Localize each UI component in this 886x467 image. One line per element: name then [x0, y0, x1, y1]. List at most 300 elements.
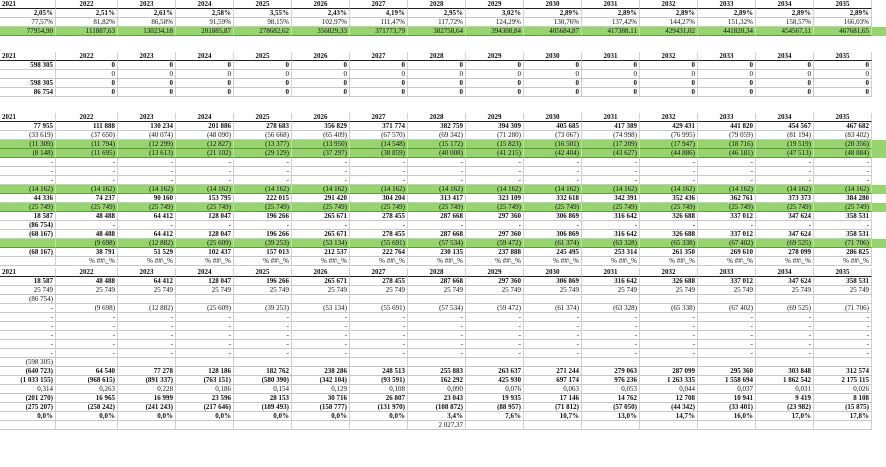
table-cell[interactable]: - [466, 167, 524, 176]
table-cell[interactable]: (14 548) [350, 140, 408, 149]
table-cell[interactable]: % ##\_% [466, 257, 524, 266]
table-cell[interactable]: 265 671 [292, 230, 350, 239]
table-cell[interactable]: 278682,62 [234, 27, 292, 36]
table-cell[interactable] [582, 358, 640, 367]
table-cell[interactable] [698, 358, 756, 367]
table-cell[interactable] [0, 421, 56, 430]
table-cell[interactable]: - [698, 167, 756, 176]
table-cell[interactable]: 278 455 [350, 277, 408, 286]
year-header-cell[interactable]: 2022 [56, 268, 118, 277]
table-cell[interactable]: 356829,33 [292, 27, 350, 36]
table-cell[interactable]: (37 650) [56, 131, 118, 140]
table-cell[interactable]: 2,95% [408, 9, 466, 18]
table-cell[interactable] [350, 295, 408, 304]
table-cell[interactable]: - [756, 340, 814, 349]
table-cell[interactable]: - [640, 158, 698, 167]
table-cell[interactable]: (25 749) [0, 203, 56, 212]
table-cell[interactable]: 25 749 [234, 286, 292, 295]
table-cell[interactable]: (55 691) [350, 304, 408, 313]
table-cell[interactable]: (61 374) [524, 239, 582, 248]
table-cell[interactable]: (13 377) [234, 140, 292, 149]
table-cell[interactable]: 0 [814, 88, 872, 97]
table-cell[interactable]: (88 957) [466, 403, 524, 412]
table-cell[interactable]: (56 668) [234, 131, 292, 140]
table-cell[interactable]: (14 162) [582, 185, 640, 194]
table-cell[interactable]: 245 495 [524, 248, 582, 257]
table-cell[interactable]: - [408, 322, 466, 331]
year-header-cell[interactable]: 2031 [582, 268, 640, 277]
table-cell[interactable]: - [56, 340, 118, 349]
table-cell[interactable]: 196 266 [234, 230, 292, 239]
table-cell[interactable]: 0 [176, 70, 234, 79]
year-header-cell[interactable]: 2033 [698, 268, 756, 277]
table-cell[interactable]: 14,7% [640, 412, 698, 421]
year-header-cell[interactable]: 2026 [292, 268, 350, 277]
table-cell[interactable]: 16 965 [56, 394, 118, 403]
table-cell[interactable]: 269 610 [698, 248, 756, 257]
table-cell[interactable]: 0 [292, 88, 350, 97]
table-cell[interactable]: - [118, 167, 176, 176]
table-cell[interactable]: - [698, 158, 756, 167]
table-cell[interactable]: % ##\_% [292, 257, 350, 266]
table-cell[interactable]: 19 935 [466, 394, 524, 403]
table-cell[interactable]: (65 338) [640, 304, 698, 313]
table-cell[interactable]: 0,0% [176, 412, 234, 421]
table-cell[interactable]: 0,129 [292, 385, 350, 394]
table-cell[interactable]: (12 299) [118, 140, 176, 149]
table-cell[interactable]: 279 063 [582, 367, 640, 376]
table-cell[interactable]: - [234, 158, 292, 167]
table-cell[interactable]: (108 872) [408, 403, 466, 412]
table-cell[interactable]: 0 [408, 61, 466, 70]
table-cell[interactable]: - [56, 349, 118, 358]
year-header-cell[interactable]: 2028 [408, 52, 466, 61]
table-cell[interactable]: (25 749) [350, 203, 408, 212]
table-cell[interactable]: (25 749) [118, 203, 176, 212]
table-cell[interactable]: - [292, 340, 350, 349]
table-cell[interactable]: 44 336 [0, 194, 56, 203]
table-cell[interactable]: - [466, 322, 524, 331]
table-cell[interactable] [56, 421, 118, 430]
year-header-cell[interactable]: 2024 [176, 52, 234, 61]
table-cell[interactable]: - [350, 331, 408, 340]
table-cell[interactable]: 278 455 [350, 212, 408, 221]
table-cell[interactable]: - [408, 340, 466, 349]
table-cell[interactable]: 0 [698, 88, 756, 97]
table-cell[interactable]: 405 685 [524, 122, 582, 131]
table-cell[interactable] [814, 295, 872, 304]
table-cell[interactable]: - [176, 313, 234, 322]
table-cell[interactable]: - [0, 349, 56, 358]
table-cell[interactable]: - [466, 158, 524, 167]
table-cell[interactable]: 287 668 [408, 277, 466, 286]
table-cell[interactable]: 1 862 542 [756, 376, 814, 385]
table-cell[interactable] [350, 421, 408, 430]
table-cell[interactable]: 337 012 [698, 212, 756, 221]
table-cell[interactable]: - [118, 331, 176, 340]
table-cell[interactable]: (12 882) [118, 304, 176, 313]
table-cell[interactable]: 0 [56, 61, 118, 70]
table-cell[interactable]: 91,59% [176, 18, 234, 27]
table-cell[interactable]: 441820,34 [698, 27, 756, 36]
table-cell[interactable]: 77,57% [0, 18, 56, 27]
table-cell[interactable]: (14 162) [350, 185, 408, 194]
table-cell[interactable]: 467681,65 [814, 27, 872, 36]
table-cell[interactable]: 237 888 [466, 248, 524, 257]
table-cell[interactable]: - [814, 349, 872, 358]
table-cell[interactable]: 25 749 [56, 286, 118, 295]
table-cell[interactable]: 347 624 [756, 277, 814, 286]
table-cell[interactable]: (57 534) [408, 304, 466, 313]
table-cell[interactable]: - [814, 167, 872, 176]
table-cell[interactable]: - [640, 340, 698, 349]
table-cell[interactable]: (14 162) [524, 185, 582, 194]
year-header-cell[interactable]: 2021 [0, 113, 56, 122]
table-cell[interactable]: - [582, 322, 640, 331]
table-cell[interactable]: (14 162) [756, 185, 814, 194]
table-cell[interactable]: (25 749) [640, 203, 698, 212]
table-cell[interactable]: (217 646) [176, 403, 234, 412]
table-cell[interactable]: - [0, 331, 56, 340]
table-cell[interactable]: 7,6% [466, 412, 524, 421]
table-cell[interactable]: - [756, 158, 814, 167]
table-cell[interactable]: 2,89% [756, 9, 814, 18]
table-cell[interactable] [292, 295, 350, 304]
table-cell[interactable] [756, 358, 814, 367]
table-cell[interactable]: - [408, 349, 466, 358]
year-header-cell[interactable]: 2035 [814, 268, 872, 277]
table-cell[interactable]: 130,76% [524, 18, 582, 27]
table-cell[interactable]: 182 762 [234, 367, 292, 376]
table-cell[interactable]: (25 749) [408, 203, 466, 212]
table-cell[interactable]: (37 297) [292, 149, 350, 158]
table-cell[interactable] [408, 295, 466, 304]
year-header-cell[interactable]: 2029 [466, 268, 524, 277]
table-cell[interactable]: (14 162) [176, 185, 234, 194]
table-cell[interactable]: 2,89% [582, 9, 640, 18]
table-cell[interactable]: 2,61% [118, 9, 176, 18]
table-cell[interactable]: (11 309) [0, 140, 56, 149]
table-cell[interactable]: - [698, 340, 756, 349]
table-cell[interactable] [234, 295, 292, 304]
table-cell[interactable]: 0 [408, 79, 466, 88]
table-cell[interactable]: 162 292 [408, 376, 466, 385]
table-cell[interactable] [640, 421, 698, 430]
table-cell[interactable]: % ##\_% [176, 257, 234, 266]
table-cell[interactable]: - [814, 176, 872, 185]
table-cell[interactable]: (65 409) [292, 131, 350, 140]
table-cell[interactable]: (25 749) [292, 203, 350, 212]
table-cell[interactable]: 0 [176, 79, 234, 88]
table-cell[interactable]: (25 749) [56, 203, 118, 212]
table-cell[interactable]: - [524, 331, 582, 340]
table-cell[interactable]: 0 [234, 70, 292, 79]
table-cell[interactable]: (14 162) [640, 185, 698, 194]
table-cell[interactable]: 278 099 [756, 248, 814, 257]
year-header-cell[interactable]: 2030 [524, 0, 582, 9]
table-cell[interactable]: 2,43% [292, 9, 350, 18]
table-cell[interactable]: 358 531 [814, 212, 872, 221]
table-cell[interactable]: - [292, 313, 350, 322]
year-header-cell[interactable]: 2022 [56, 0, 118, 9]
table-cell[interactable]: - [234, 313, 292, 322]
table-cell[interactable]: (71 706) [814, 304, 872, 313]
table-cell[interactable]: 28 153 [234, 394, 292, 403]
table-cell[interactable]: - [756, 176, 814, 185]
table-cell[interactable]: (63 328) [582, 304, 640, 313]
year-header-cell[interactable]: 2034 [756, 0, 814, 9]
table-cell[interactable] [0, 257, 56, 266]
table-cell[interactable]: 362 761 [698, 194, 756, 203]
table-cell[interactable]: - [0, 304, 56, 313]
table-cell[interactable]: 23 596 [176, 394, 234, 403]
table-cell[interactable]: - [756, 313, 814, 322]
table-cell[interactable]: 0 [118, 61, 176, 70]
table-cell[interactable]: (23 982) [756, 403, 814, 412]
table-cell[interactable]: 86 754 [0, 88, 56, 97]
table-cell[interactable]: 0 [408, 88, 466, 97]
table-cell[interactable]: 0 [640, 61, 698, 70]
table-cell[interactable]: 18 587 [0, 212, 56, 221]
table-cell[interactable]: 312 574 [814, 367, 872, 376]
table-cell[interactable]: (21 102) [176, 149, 234, 158]
table-cell[interactable]: 0,0% [0, 412, 56, 421]
table-cell[interactable]: 306 869 [524, 230, 582, 239]
table-cell[interactable]: 326 688 [640, 212, 698, 221]
table-cell[interactable]: - [524, 176, 582, 185]
table-cell[interactable]: 0 [814, 61, 872, 70]
table-cell[interactable]: - [350, 313, 408, 322]
table-cell[interactable]: 0,0% [234, 412, 292, 421]
table-cell[interactable]: 25 749 [466, 286, 524, 295]
table-cell[interactable] [466, 421, 524, 430]
year-header-cell[interactable]: 2029 [466, 52, 524, 61]
table-cell[interactable]: (39 253) [234, 304, 292, 313]
table-cell[interactable]: 25 749 [408, 286, 466, 295]
table-cell[interactable]: 128 047 [176, 230, 234, 239]
table-cell[interactable]: - [0, 167, 56, 176]
table-cell[interactable]: 337 012 [698, 277, 756, 286]
table-cell[interactable]: - [176, 221, 234, 230]
table-cell[interactable]: 4,19% [350, 9, 408, 18]
table-cell[interactable]: 0 [350, 79, 408, 88]
table-cell[interactable]: 356 829 [292, 122, 350, 131]
table-cell[interactable]: 326 688 [640, 277, 698, 286]
table-cell[interactable]: 394308,84 [466, 27, 524, 36]
table-cell[interactable]: 0 [524, 79, 582, 88]
table-cell[interactable]: 222 015 [234, 194, 292, 203]
table-cell[interactable]: (15 823) [466, 140, 524, 149]
table-cell[interactable]: 0,063 [524, 385, 582, 394]
year-header-cell[interactable]: 2031 [582, 113, 640, 122]
table-cell[interactable]: 158,57% [756, 18, 814, 27]
table-cell[interactable]: - [466, 221, 524, 230]
table-cell[interactable]: 0 [640, 70, 698, 79]
table-cell[interactable]: 0 [56, 88, 118, 97]
year-header-cell[interactable]: 2032 [640, 52, 698, 61]
year-header-cell[interactable]: 2034 [756, 268, 814, 277]
table-cell[interactable]: 0 [118, 79, 176, 88]
year-header-cell[interactable]: 2028 [408, 0, 466, 9]
table-cell[interactable]: (74 998) [582, 131, 640, 140]
table-cell[interactable]: 0 [698, 61, 756, 70]
table-cell[interactable]: (275 207) [0, 403, 56, 412]
table-cell[interactable]: (15 172) [408, 140, 466, 149]
table-cell[interactable]: 0,314 [0, 385, 56, 394]
table-cell[interactable]: - [582, 221, 640, 230]
table-cell[interactable]: 0,186 [176, 385, 234, 394]
table-cell[interactable]: 98,15% [234, 18, 292, 27]
table-cell[interactable] [292, 421, 350, 430]
table-cell[interactable] [756, 421, 814, 430]
table-cell[interactable]: (19 519) [756, 140, 814, 149]
table-cell[interactable]: (189 493) [234, 403, 292, 412]
table-cell[interactable]: 0,037 [698, 385, 756, 394]
year-header-cell[interactable]: 2027 [350, 113, 408, 122]
table-cell[interactable]: 0 [582, 61, 640, 70]
table-cell[interactable]: - [176, 322, 234, 331]
table-cell[interactable]: - [118, 221, 176, 230]
table-cell[interactable]: 255 883 [408, 367, 466, 376]
table-cell[interactable]: 0 [350, 61, 408, 70]
table-cell[interactable]: 0 [582, 79, 640, 88]
table-cell[interactable]: 196 266 [234, 277, 292, 286]
table-cell[interactable]: (46 181) [698, 149, 756, 158]
table-cell[interactable]: 77 955 [0, 122, 56, 131]
table-cell[interactable]: % ##\_% [56, 257, 118, 266]
year-header-cell[interactable]: 2030 [524, 113, 582, 122]
table-cell[interactable] [0, 70, 56, 79]
table-cell[interactable]: 286 825 [814, 248, 872, 257]
year-header-cell[interactable]: 2025 [234, 52, 292, 61]
table-cell[interactable] [234, 421, 292, 430]
table-cell[interactable]: (258 242) [56, 403, 118, 412]
table-cell[interactable]: 332 618 [524, 194, 582, 203]
year-header-cell[interactable]: 2024 [176, 0, 234, 9]
table-cell[interactable]: - [408, 313, 466, 322]
table-cell[interactable]: 222 764 [350, 248, 408, 257]
table-cell[interactable] [234, 358, 292, 367]
table-cell[interactable]: 17,8% [814, 412, 872, 421]
table-cell[interactable]: (40 074) [118, 131, 176, 140]
table-cell[interactable]: (47 513) [756, 149, 814, 158]
table-cell[interactable]: 371 774 [350, 122, 408, 131]
table-cell[interactable]: % ##\_% [756, 257, 814, 266]
table-cell[interactable]: - [56, 322, 118, 331]
table-cell[interactable]: (342 104) [292, 376, 350, 385]
table-cell[interactable]: - [756, 221, 814, 230]
table-cell[interactable]: 261 350 [640, 248, 698, 257]
table-cell[interactable]: 0 [466, 61, 524, 70]
table-cell[interactable]: - [466, 313, 524, 322]
table-cell[interactable]: (14 162) [408, 185, 466, 194]
table-cell[interactable]: (57 050) [582, 403, 640, 412]
table-cell[interactable]: 0 [234, 79, 292, 88]
table-cell[interactable]: 18 587 [0, 277, 56, 286]
table-cell[interactable]: 0,154 [234, 385, 292, 394]
table-cell[interactable] [56, 295, 118, 304]
year-header-cell[interactable]: 2024 [176, 113, 234, 122]
year-header-cell[interactable]: 2021 [0, 52, 56, 61]
table-cell[interactable]: 14 762 [582, 394, 640, 403]
table-cell[interactable]: (640 723) [0, 367, 56, 376]
table-cell[interactable]: (69 525) [756, 304, 814, 313]
table-cell[interactable] [292, 358, 350, 367]
table-cell[interactable]: 144,27% [640, 18, 698, 27]
table-cell[interactable]: (13 613) [118, 149, 176, 158]
table-cell[interactable]: (18 716) [698, 140, 756, 149]
table-cell[interactable]: - [234, 167, 292, 176]
table-cell[interactable]: 0 [582, 88, 640, 97]
table-cell[interactable] [814, 421, 872, 430]
table-cell[interactable] [524, 421, 582, 430]
table-cell[interactable]: (29 129) [234, 149, 292, 158]
table-cell[interactable] [118, 358, 176, 367]
table-cell[interactable]: - [582, 313, 640, 322]
table-cell[interactable]: 0 [756, 88, 814, 97]
table-cell[interactable]: - [814, 331, 872, 340]
table-cell[interactable]: 102 437 [176, 248, 234, 257]
table-cell[interactable]: 0 [56, 79, 118, 88]
table-cell[interactable]: 0 [292, 70, 350, 79]
table-cell[interactable]: 25 749 [814, 286, 872, 295]
table-cell[interactable]: (53 134) [292, 304, 350, 313]
table-cell[interactable]: - [350, 340, 408, 349]
table-cell[interactable]: (20 356) [814, 140, 872, 149]
year-header-cell[interactable]: 2021 [0, 0, 56, 9]
table-cell[interactable]: 0 [292, 61, 350, 70]
year-header-cell[interactable]: 2032 [640, 268, 698, 277]
table-cell[interactable]: (68 167) [0, 248, 56, 257]
year-header-cell[interactable]: 2026 [292, 52, 350, 61]
table-cell[interactable]: - [466, 340, 524, 349]
table-cell[interactable]: (39 253) [234, 239, 292, 248]
table-cell[interactable]: (9 698) [56, 304, 118, 313]
table-cell[interactable]: 425 930 [466, 376, 524, 385]
table-cell[interactable]: 48 488 [56, 212, 118, 221]
table-cell[interactable]: 0 [756, 70, 814, 79]
table-cell[interactable]: - [56, 221, 118, 230]
table-cell[interactable]: (61 374) [524, 304, 582, 313]
table-cell[interactable]: 2,51% [56, 9, 118, 18]
table-cell[interactable]: 0 [466, 88, 524, 97]
table-cell[interactable]: 1 558 694 [698, 376, 756, 385]
table-cell[interactable]: 295 360 [698, 367, 756, 376]
table-cell[interactable]: - [466, 176, 524, 185]
table-cell[interactable]: (42 404) [524, 149, 582, 158]
table-cell[interactable]: - [292, 221, 350, 230]
table-cell[interactable]: (11 794) [56, 140, 118, 149]
table-cell[interactable]: % ##\_% [118, 257, 176, 266]
table-cell[interactable] [582, 295, 640, 304]
table-cell[interactable]: (41 215) [466, 149, 524, 158]
table-cell[interactable]: 0,263 [56, 385, 118, 394]
year-header-cell[interactable]: 2035 [814, 0, 872, 9]
table-cell[interactable] [814, 358, 872, 367]
table-cell[interactable]: - [814, 340, 872, 349]
year-header-cell[interactable]: 2030 [524, 52, 582, 61]
table-cell[interactable]: (131 970) [350, 403, 408, 412]
table-cell[interactable]: (580 390) [234, 376, 292, 385]
table-cell[interactable]: - [582, 158, 640, 167]
table-cell[interactable]: 25 749 [118, 286, 176, 295]
table-cell[interactable]: - [234, 331, 292, 340]
table-cell[interactable]: % ##\_% [524, 257, 582, 266]
table-cell[interactable]: 265 671 [292, 277, 350, 286]
table-cell[interactable]: 337 012 [698, 230, 756, 239]
table-cell[interactable]: 77 278 [118, 367, 176, 376]
table-cell[interactable]: 26 807 [350, 394, 408, 403]
